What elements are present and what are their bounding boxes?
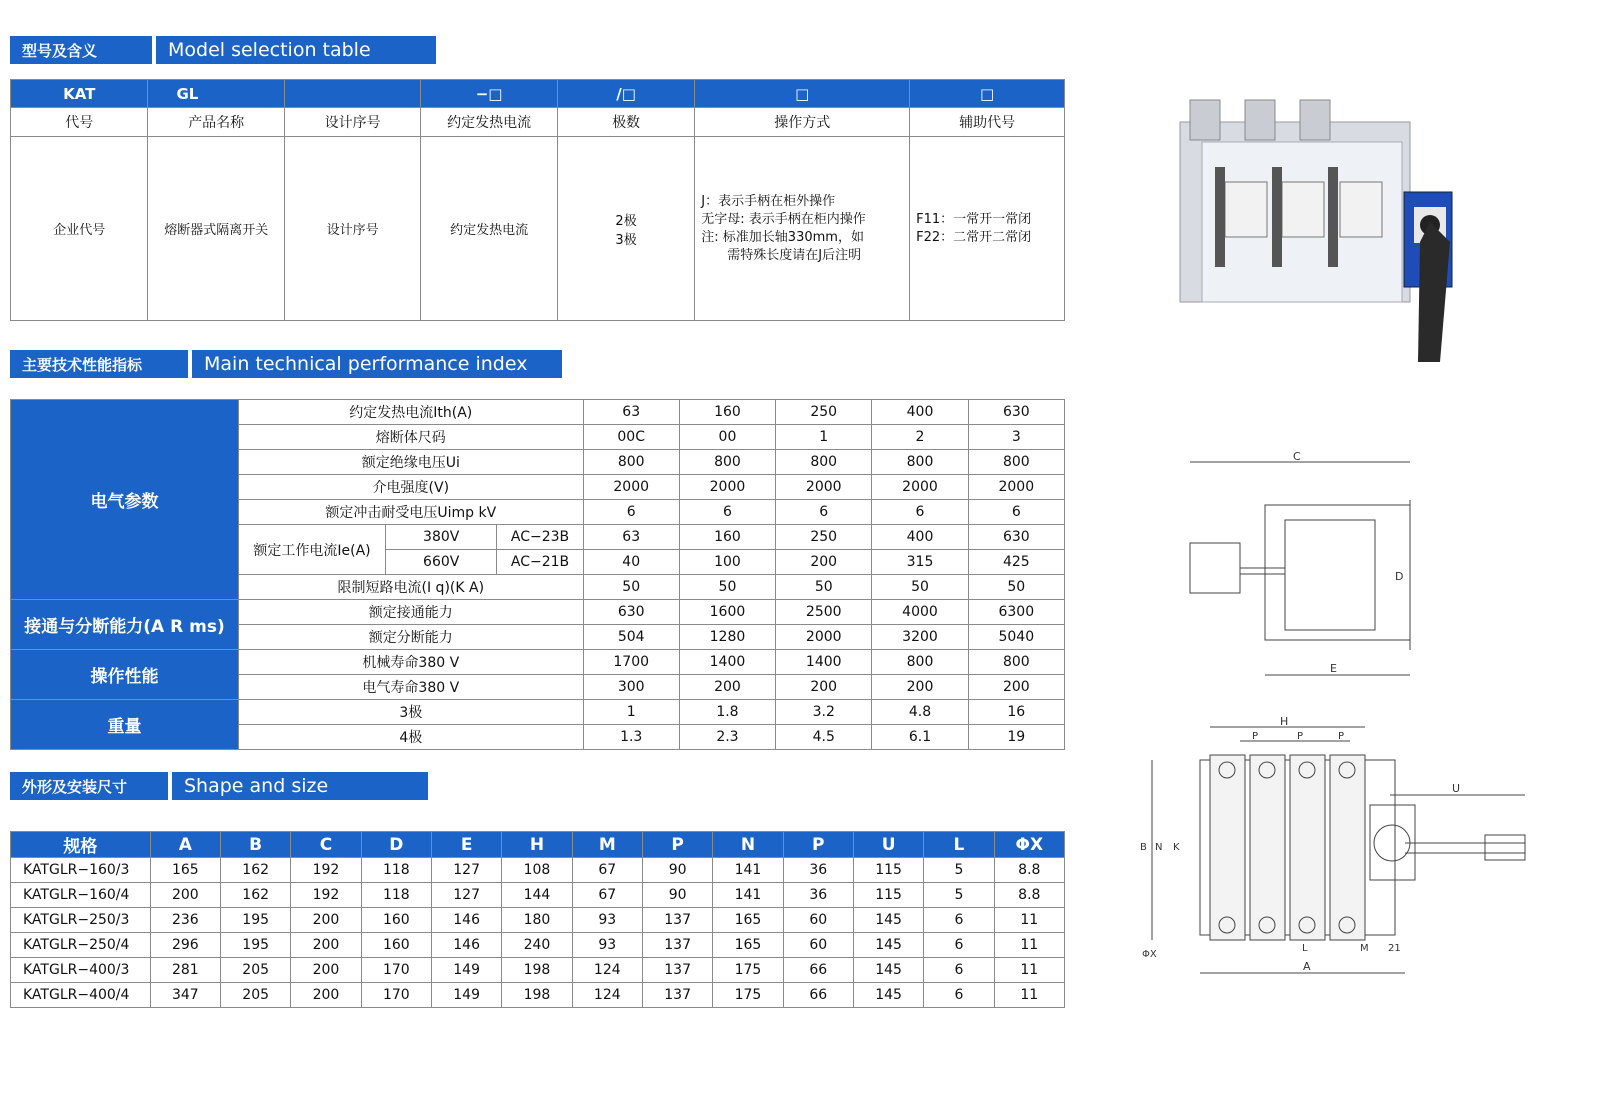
size-value-cell: 6 <box>924 983 994 1008</box>
value-cell: 50 <box>968 575 1064 600</box>
code-operation: □ <box>695 80 910 108</box>
size-value-cell: 36 <box>783 858 853 883</box>
size-header: A <box>150 832 220 858</box>
row-label: 介电强度(V) <box>239 475 584 500</box>
size-value-cell: 67 <box>572 858 642 883</box>
value-cell: 40 <box>583 550 679 575</box>
size-value-cell: 200 <box>150 883 220 908</box>
header-cell: 产品名称 <box>148 108 284 137</box>
value-cell: 200 <box>679 675 775 700</box>
header-cell: 辅助代号 <box>910 108 1065 137</box>
size-value-cell: 192 <box>291 858 361 883</box>
aux-line: F22：二常开二常闭 <box>916 229 1032 245</box>
dim-e-label: E <box>1330 662 1337 675</box>
value-cell: 400 <box>872 400 968 425</box>
category-weight: 重量 <box>11 700 239 750</box>
operation-cell <box>695 137 910 321</box>
value-cell: 1280 <box>679 625 775 650</box>
side-view-drawing <box>1185 450 1415 690</box>
dim-l-label: L <box>1302 943 1308 954</box>
size-value-cell: 200 <box>291 958 361 983</box>
section-title-en: Model selection table <box>156 36 436 64</box>
model-name-cell: KATGLR−250/3 <box>11 908 151 933</box>
size-value-cell: 145 <box>853 933 923 958</box>
section-title-cn: 型号及含义 <box>10 36 152 64</box>
dim-b-label: B <box>1140 842 1147 853</box>
value-cell: 504 <box>583 625 679 650</box>
size-value-cell: 296 <box>150 933 220 958</box>
model-name-cell: KATGLR−160/3 <box>11 858 151 883</box>
size-value-cell: 141 <box>713 858 783 883</box>
size-value-cell: 162 <box>220 883 290 908</box>
size-value-cell: 6 <box>924 908 994 933</box>
size-value-cell: 90 <box>642 883 712 908</box>
value-cell: 200 <box>872 675 968 700</box>
size-value-cell: 145 <box>853 983 923 1008</box>
size-value-cell: 180 <box>502 908 572 933</box>
row-label: 熔断体尺码 <box>239 425 584 450</box>
value-cell: 3200 <box>872 625 968 650</box>
dim-h-label: H <box>1280 715 1289 728</box>
value-cell: 3 <box>968 425 1064 450</box>
size-header: L <box>924 832 994 858</box>
value-cell: 1.3 <box>583 725 679 750</box>
model-name-cell: KATGLR−400/4 <box>11 983 151 1008</box>
value-cell: 160 <box>679 400 775 425</box>
value-cell: 800 <box>679 450 775 475</box>
size-header: M <box>572 832 642 858</box>
size-header: P <box>642 832 712 858</box>
value-cell: 800 <box>968 450 1064 475</box>
size-value-cell: 205 <box>220 983 290 1008</box>
size-value-cell: 11 <box>994 933 1064 958</box>
value-cell: 50 <box>872 575 968 600</box>
size-value-cell: 118 <box>361 858 431 883</box>
dim-c-label: C <box>1293 450 1301 463</box>
operation-line: 注: 标准加长轴330mm，如 <box>701 229 864 245</box>
aux-line: F11：一常开一常闭 <box>916 211 1032 227</box>
header-cell: 约定发热电流 <box>421 108 557 137</box>
value-cell: 6 <box>872 500 968 525</box>
row-label: 4极 <box>239 725 584 750</box>
value-cell: 6 <box>968 500 1064 525</box>
value-cell: 50 <box>583 575 679 600</box>
size-row <box>11 933 1065 958</box>
size-value-cell: 236 <box>150 908 220 933</box>
size-value-cell: 160 <box>361 933 431 958</box>
operation-line: J：表示手柄在柜外操作 <box>701 193 836 209</box>
size-value-cell: 145 <box>853 958 923 983</box>
size-value-cell: 60 <box>783 933 853 958</box>
size-value-cell: 200 <box>291 933 361 958</box>
size-value-cell: 347 <box>150 983 220 1008</box>
value-cell: 6 <box>776 500 872 525</box>
poles-cell <box>557 137 694 321</box>
value-cell: 2000 <box>583 475 679 500</box>
size-value-cell: 149 <box>431 958 501 983</box>
category-operation: 操作性能 <box>11 650 239 700</box>
size-value-cell: 67 <box>572 883 642 908</box>
aux-cell <box>910 137 1065 321</box>
size-value-cell: 200 <box>291 983 361 1008</box>
operation-line: 需特殊长度请在J后注明 <box>727 247 862 263</box>
size-value-cell: 160 <box>361 908 431 933</box>
size-value-cell: 205 <box>220 958 290 983</box>
size-value-cell: 8.8 <box>994 883 1064 908</box>
model-section-header <box>10 36 436 64</box>
value-cell: 6.1 <box>872 725 968 750</box>
size-row <box>11 883 1065 908</box>
value-cell: 2000 <box>679 475 775 500</box>
size-value-cell: 240 <box>502 933 572 958</box>
size-value-cell: 149 <box>431 983 501 1008</box>
product-photo <box>1170 92 1490 382</box>
dim-p-label: P <box>1338 731 1345 742</box>
value-cell: 50 <box>679 575 775 600</box>
dim-a-label: A <box>1303 960 1311 973</box>
value-cell: 630 <box>583 600 679 625</box>
size-value-cell: 165 <box>713 908 783 933</box>
size-value-cell: 165 <box>150 858 220 883</box>
value-cell: 4000 <box>872 600 968 625</box>
row-label: 约定发热电流Ith(A) <box>239 400 584 425</box>
value-cell: 1600 <box>679 600 775 625</box>
size-value-cell: 6 <box>924 958 994 983</box>
size-value-cell: 200 <box>291 908 361 933</box>
category-making: 接通与分断能力(A R ms) <box>11 600 239 650</box>
size-value-cell: 108 <box>502 858 572 883</box>
size-value-cell: 137 <box>642 983 712 1008</box>
code-aux: □ <box>910 80 1065 108</box>
value-cell: 1400 <box>776 650 872 675</box>
poles-3: 3极 <box>615 232 637 248</box>
size-value-cell: 124 <box>572 983 642 1008</box>
size-value-cell: 165 <box>713 933 783 958</box>
size-value-cell: 66 <box>783 958 853 983</box>
performance-table <box>10 399 1065 750</box>
value-cell: 100 <box>679 550 775 575</box>
value-cell: 800 <box>872 450 968 475</box>
size-value-cell: 137 <box>642 908 712 933</box>
size-header: ΦX <box>994 832 1064 858</box>
value-cell: 6 <box>679 500 775 525</box>
size-value-cell: 115 <box>853 858 923 883</box>
value-cell: 200 <box>776 675 872 700</box>
size-value-cell: 118 <box>361 883 431 908</box>
row-label: 机械寿命380 V <box>239 650 584 675</box>
size-value-cell: 137 <box>642 958 712 983</box>
size-value-cell: 5 <box>924 883 994 908</box>
size-value-cell: 115 <box>853 883 923 908</box>
model-name-cell: KATGLR−160/4 <box>11 883 151 908</box>
section-title-en: Main technical performance index <box>192 350 562 378</box>
row-label: 额定冲击耐受电压Uimp kV <box>239 500 584 525</box>
size-row <box>11 983 1065 1008</box>
value-cell: 19 <box>968 725 1064 750</box>
section-title-cn: 主要技术性能指标 <box>10 350 188 378</box>
perf-section-header <box>10 350 562 378</box>
size-value-cell: 124 <box>572 958 642 983</box>
value-cell: 630 <box>968 525 1064 550</box>
size-value-cell: 6 <box>924 933 994 958</box>
header-cell: 代号 <box>11 108 148 137</box>
value-cell: 800 <box>583 450 679 475</box>
value-cell: 2.3 <box>679 725 775 750</box>
dim-phix-label: ΦX <box>1142 949 1157 960</box>
value-cell: 160 <box>679 525 775 550</box>
size-row <box>11 858 1065 883</box>
dim-n-label: N <box>1155 842 1163 853</box>
header-cell: 操作方式 <box>695 108 910 137</box>
op-current-label: 额定工作电流Ie(A) <box>239 525 386 575</box>
size-row <box>11 908 1065 933</box>
code-design <box>284 80 420 108</box>
row-label: 3极 <box>239 700 584 725</box>
size-value-cell: 192 <box>291 883 361 908</box>
value-cell: 6 <box>583 500 679 525</box>
value-cell: 00 <box>679 425 775 450</box>
size-value-cell: 146 <box>431 908 501 933</box>
size-value-cell: 11 <box>994 983 1064 1008</box>
size-value-cell: 36 <box>783 883 853 908</box>
size-header: P <box>783 832 853 858</box>
value-cell: 400 <box>872 525 968 550</box>
size-value-cell: 175 <box>713 983 783 1008</box>
value-cell: 约定发热电流 <box>421 137 557 321</box>
value-cell: 2000 <box>776 625 872 650</box>
size-header: E <box>431 832 501 858</box>
size-value-cell: 5 <box>924 858 994 883</box>
size-value-cell: 127 <box>431 858 501 883</box>
size-header: 规格 <box>11 832 151 858</box>
value-cell: 315 <box>872 550 968 575</box>
size-header: D <box>361 832 431 858</box>
value-cell: 300 <box>583 675 679 700</box>
size-value-cell: 162 <box>220 858 290 883</box>
size-value-cell: 144 <box>502 883 572 908</box>
value-cell: 4.8 <box>872 700 968 725</box>
value-cell: 2500 <box>776 600 872 625</box>
value-cell: 设计序号 <box>284 137 420 321</box>
size-table-body <box>11 858 1065 1008</box>
value-cell: 250 <box>776 400 872 425</box>
size-value-cell: 90 <box>642 858 712 883</box>
row-label: 额定接通能力 <box>239 600 584 625</box>
header-cell: 极数 <box>557 108 694 137</box>
size-value-cell: 141 <box>713 883 783 908</box>
dim-p-label: P <box>1297 731 1304 742</box>
value-cell: 16 <box>968 700 1064 725</box>
value-cell: 200 <box>776 550 872 575</box>
utilization-cell: AC−21B <box>497 550 583 575</box>
size-header: N <box>713 832 783 858</box>
size-value-cell: 281 <box>150 958 220 983</box>
value-cell: 3.2 <box>776 700 872 725</box>
size-value-cell: 93 <box>572 908 642 933</box>
size-header: C <box>291 832 361 858</box>
voltage-cell: 380V <box>385 525 496 550</box>
size-value-cell: 8.8 <box>994 858 1064 883</box>
row-label: 额定分断能力 <box>239 625 584 650</box>
value-cell: 630 <box>968 400 1064 425</box>
value-cell: 200 <box>968 675 1064 700</box>
value-cell: 1400 <box>679 650 775 675</box>
size-value-cell: 11 <box>994 958 1064 983</box>
voltage-cell: 660V <box>385 550 496 575</box>
value-cell: 2000 <box>872 475 968 500</box>
size-value-cell: 145 <box>853 908 923 933</box>
size-row <box>11 958 1065 983</box>
model-selection-table <box>10 79 1065 321</box>
size-value-cell: 146 <box>431 933 501 958</box>
category-electrical: 电气参数 <box>11 400 239 600</box>
value-cell: 4.5 <box>776 725 872 750</box>
row-label: 额定绝缘电压Ui <box>239 450 584 475</box>
value-cell: 熔断器式隔离开关 <box>148 137 284 321</box>
size-value-cell: 60 <box>783 908 853 933</box>
section-title-cn: 外形及安装尺寸 <box>10 772 168 800</box>
size-value-cell: 198 <box>502 983 572 1008</box>
size-section-header <box>10 772 428 800</box>
value-cell: 00C <box>583 425 679 450</box>
code-current: −□ <box>421 80 557 108</box>
size-header: B <box>220 832 290 858</box>
code-gl: GL <box>148 80 284 108</box>
value-cell: 425 <box>968 550 1064 575</box>
size-value-cell: 195 <box>220 908 290 933</box>
size-value-cell: 11 <box>994 908 1064 933</box>
dim-d-label: D <box>1395 570 1404 583</box>
dim-21-label: 21 <box>1388 943 1401 954</box>
value-cell: 63 <box>583 400 679 425</box>
value-cell: 800 <box>776 450 872 475</box>
value-cell: 800 <box>872 650 968 675</box>
value-cell: 63 <box>583 525 679 550</box>
value-cell: 2000 <box>968 475 1064 500</box>
row-label: 电气寿命380 V <box>239 675 584 700</box>
value-cell: 2000 <box>776 475 872 500</box>
value-cell: 800 <box>968 650 1064 675</box>
value-cell: 5040 <box>968 625 1064 650</box>
value-cell: 6300 <box>968 600 1064 625</box>
size-header: H <box>502 832 572 858</box>
value-cell: 2 <box>872 425 968 450</box>
value-cell: 1 <box>583 700 679 725</box>
utilization-cell: AC−23B <box>497 525 583 550</box>
size-header: U <box>853 832 923 858</box>
dim-m-label: M <box>1360 943 1369 954</box>
size-value-cell: 170 <box>361 983 431 1008</box>
size-table <box>10 831 1065 1008</box>
section-title-en: Shape and size <box>172 772 428 800</box>
front-view-drawing <box>1140 715 1540 985</box>
model-name-cell: KATGLR−400/3 <box>11 958 151 983</box>
size-value-cell: 195 <box>220 933 290 958</box>
value-cell: 1.8 <box>679 700 775 725</box>
size-value-cell: 93 <box>572 933 642 958</box>
dim-k-label: K <box>1173 842 1180 853</box>
size-value-cell: 175 <box>713 958 783 983</box>
row-label: 限制短路电流(I q)(K A) <box>239 575 584 600</box>
dim-p-label: P <box>1252 731 1259 742</box>
size-value-cell: 66 <box>783 983 853 1008</box>
value-cell: 1 <box>776 425 872 450</box>
dim-u-label: U <box>1452 782 1461 795</box>
value-cell: 250 <box>776 525 872 550</box>
code-kat: KAT <box>11 80 148 108</box>
code-poles: /□ <box>557 80 694 108</box>
size-value-cell: 127 <box>431 883 501 908</box>
value-cell: 1700 <box>583 650 679 675</box>
poles-2: 2极 <box>615 213 637 229</box>
header-cell: 设计序号 <box>284 108 420 137</box>
size-value-cell: 170 <box>361 958 431 983</box>
size-value-cell: 198 <box>502 958 572 983</box>
operation-line: 无字母: 表示手柄在柜内操作 <box>701 211 866 227</box>
size-value-cell: 137 <box>642 933 712 958</box>
model-name-cell: KATGLR−250/4 <box>11 933 151 958</box>
value-cell: 50 <box>776 575 872 600</box>
value-cell: 企业代号 <box>11 137 148 321</box>
